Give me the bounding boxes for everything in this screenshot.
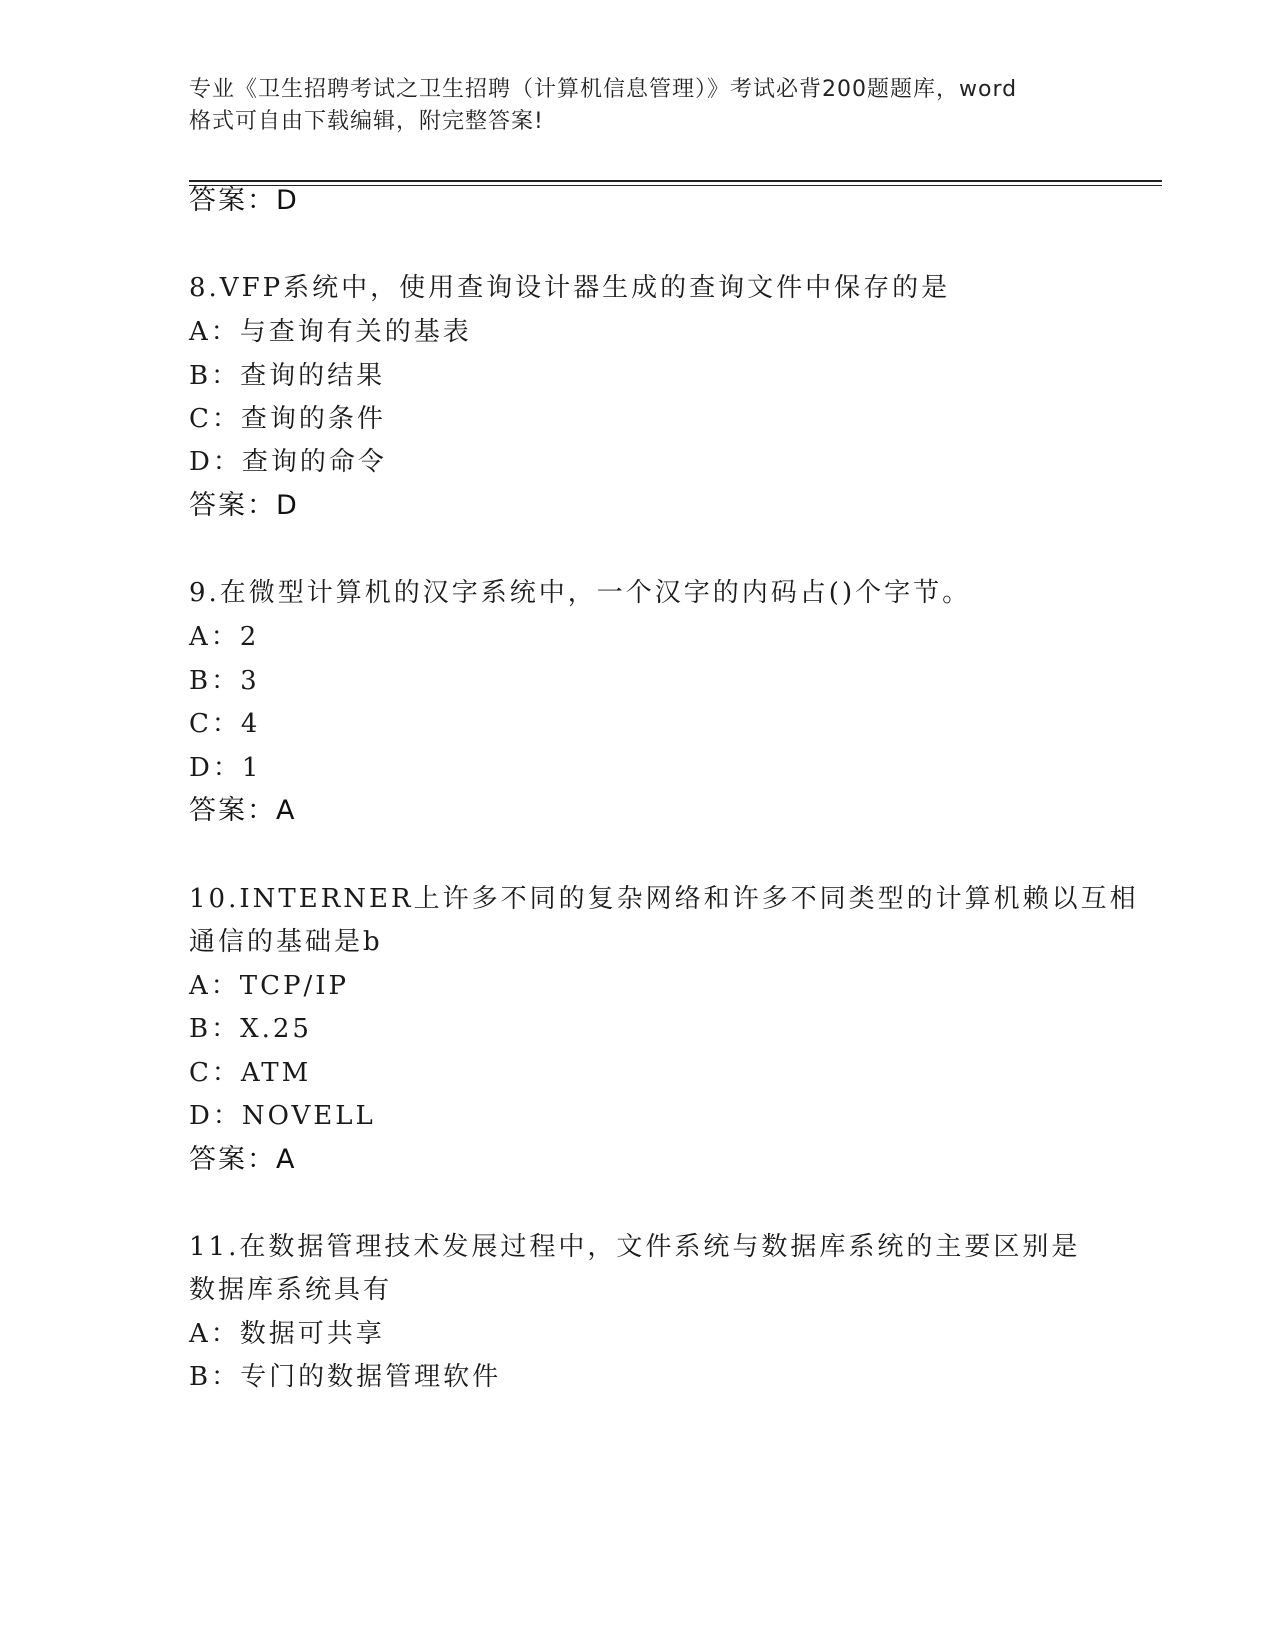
question-11-stem-line-2: 数据库系统具有 [189,1275,393,1305]
question-11-option-a: A：数据可共享 [189,1319,385,1349]
question-9-option-a: A：2 [189,622,260,652]
question-8-option-c: C：查询的条件 [189,404,386,434]
question-9-answer: 答案：A [189,795,297,826]
document-header [189,74,1089,138]
question-9-option-c: C：4 [189,709,261,739]
question-10-answer: 答案：A [189,1144,297,1175]
question-8-option-d: D：查询的命令 [189,447,387,477]
question-9-option-d: D：1 [189,753,262,783]
question-10-option-b: B：X.25 [189,1014,312,1044]
previous-question-answer: 答案：D [189,185,299,216]
question-10-stem-line-1: 10.INTERNER上许多不同的复杂网络和许多不同类型的计算机赖以互相 [189,884,1139,914]
question-8-option-b: B：查询的结果 [189,361,386,391]
question-9-option-b: B：3 [189,666,260,696]
header-divider [189,180,1162,182]
question-8-stem: 8.VFP系统中，使用查询设计器生成的查询文件中保存的是 [189,273,951,303]
question-10-option-a: A：TCP/IP [189,971,350,1001]
question-9-stem: 9.在微型计算机的汉字系统中，一个汉字的内码占()个字节。 [189,578,972,608]
question-8-answer: 答案：D [189,490,299,521]
header-intro-line-2: 格式可自由下载编辑，附完整答案! [189,109,544,134]
question-10-option-c: C：ATM [189,1058,312,1088]
question-10-option-d: D：NOVELL [189,1101,376,1131]
question-11-option-b: B：专门的数据管理软件 [189,1362,502,1392]
header-intro-line-1: 专业《卫生招聘考试之卫生招聘（计算机信息管理）》考试必背200题题库，word [189,77,1018,102]
question-8-option-a: A：与查询有关的基表 [189,317,472,347]
question-11-stem-line-1: 11.在数据管理技术发展过程中，文件系统与数据库系统的主要区别是 [189,1232,1081,1262]
question-10-stem-line-2: 通信的基础是b [189,927,383,957]
header-divider-thin [189,185,1162,186]
